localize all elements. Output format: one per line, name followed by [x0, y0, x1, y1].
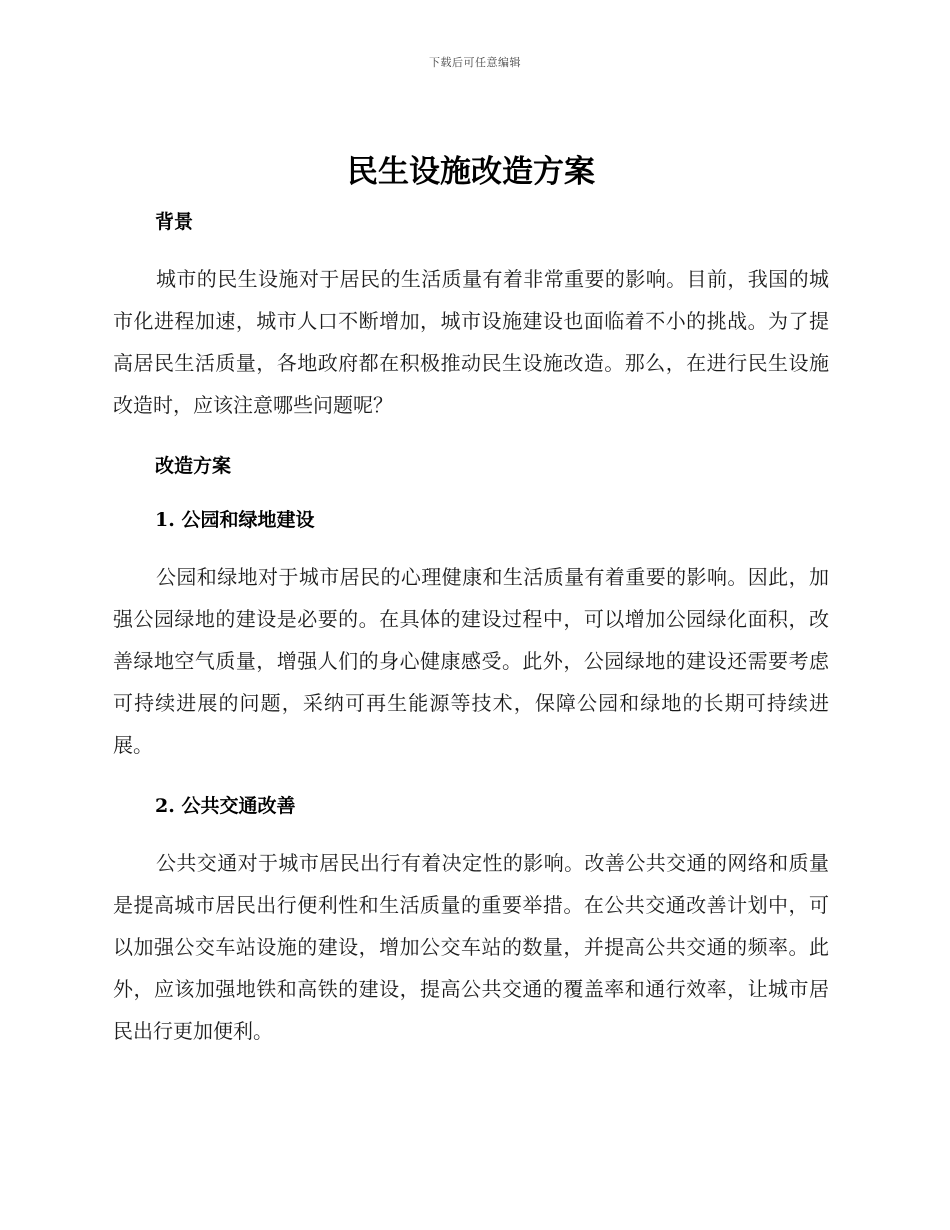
spacer	[113, 236, 829, 258]
spacer	[113, 820, 829, 842]
subsection-heading-transit: 2. 公共交通改善	[155, 795, 296, 817]
page-title: 民生设施改造方案	[347, 154, 595, 190]
spacer	[113, 766, 829, 792]
paragraph-parks: 公园和绿地对于城市居民的心理健康和生活质量有着重要的影响。因此，加强公园绿地的建设是必要的。在具体的建设过程中，可以增加公园绿化面积，改善绿地空气质量，增强人们的身心健康感受。此外，公园绿地的建设还需要考虑可持续进展的问题，采纳可再生能源等技术，保障公园和绿地的长期可持续进展。	[113, 565, 829, 757]
spacer	[113, 480, 829, 506]
section-heading-plan: 改造方案	[155, 455, 232, 477]
paragraph-background: 城市的民生设施对于居民的生活质量有着非常重要的影响。目前，我国的城市化进程加速，城市人口不断增加，城市设施建设也面临着不小的挑战。为了提高居民生活质量，各地政府都在积极推动民生设施改造。那么，在进行民生设施改造时，应该注意哪些问题呢？	[113, 267, 829, 417]
spacer	[113, 534, 829, 556]
document-body	[113, 150, 829, 1052]
spacer	[113, 426, 829, 452]
header-note: 下载后可任意编辑	[429, 56, 521, 69]
subsection-heading-parks: 1. 公园和绿地建设	[155, 509, 315, 531]
paragraph-transit: 公共交通对于城市居民出行有着决定性的影响。改善公共交通的网络和质量是提高城市居民出行便利性和生活质量的重要举措。在公共交通改善计划中，可以加强公交车站设施的建设，增加公交车站的数量，并提高公共交通的频率。此外，应该加强地铁和高铁的建设，提高公共交通的覆盖率和通行效率，让城市居民出行更加便利。	[113, 851, 829, 1043]
section-heading-background: 背景	[155, 211, 194, 233]
